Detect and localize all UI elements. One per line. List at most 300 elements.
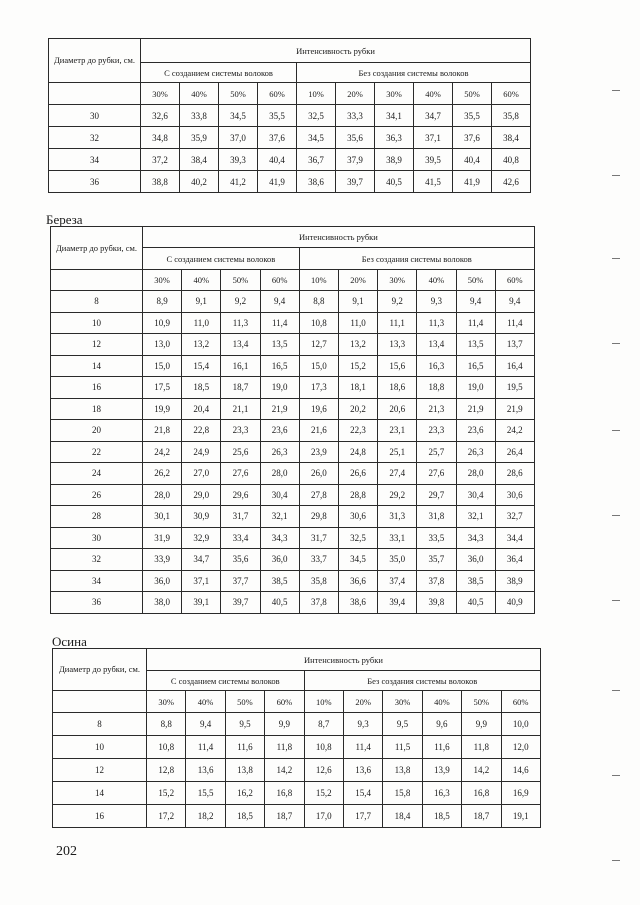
value-cell: 17,7 [343,805,382,828]
value-cell: 34,8 [141,127,180,149]
value-cell: 19,0 [456,377,495,399]
value-cell: 38,0 [143,592,182,614]
table-row [53,736,541,759]
value-cell: 12,6 [304,759,343,782]
value-cell: 16,2 [225,782,264,805]
table-row [51,334,535,356]
value-cell: 21,3 [417,398,456,420]
value-cell: 30,6 [338,506,377,528]
value-cell: 21,8 [143,420,182,442]
percent-header: 10% [304,691,343,713]
table-row [51,570,535,592]
value-cell: 17,0 [304,805,343,828]
diameter-cell: 18 [51,398,143,420]
value-cell: 16,5 [456,355,495,377]
table-row [51,355,535,377]
value-cell: 8,9 [143,291,182,313]
edge-mark [612,775,620,776]
value-cell: 11,8 [265,736,304,759]
table-row [53,782,541,805]
value-cell: 27,0 [182,463,221,485]
value-cell: 9,2 [378,291,417,313]
table-row [51,441,535,463]
value-cell: 41,9 [453,171,492,193]
percent-header: 30% [143,270,182,291]
value-cell: 11,8 [462,736,501,759]
value-cell: 29,6 [221,484,260,506]
value-cell: 11,4 [260,312,299,334]
percent-header: 30% [378,270,417,291]
percent-header: 20% [343,691,382,713]
percent-header: 40% [180,83,219,105]
value-cell: 32,6 [141,105,180,127]
value-cell: 40,5 [260,592,299,614]
value-cell: 9,5 [383,713,422,736]
value-cell: 30,6 [495,484,534,506]
percent-header: 50% [219,83,258,105]
value-cell: 9,4 [456,291,495,313]
percent-header: 50% [225,691,264,713]
value-cell: 16,5 [260,355,299,377]
value-cell: 26,4 [495,441,534,463]
value-cell: 35,7 [417,549,456,571]
value-cell: 11,4 [186,736,225,759]
diameter-cell: 10 [51,312,143,334]
value-cell: 28,0 [260,463,299,485]
value-cell: 12,0 [501,736,540,759]
value-cell: 35,5 [453,105,492,127]
value-cell: 34,1 [375,105,414,127]
value-cell: 34,7 [414,105,453,127]
value-cell: 9,4 [495,291,534,313]
diameter-cell: 14 [53,782,147,805]
value-cell: 40,5 [456,592,495,614]
percent-header: 40% [417,270,456,291]
value-cell: 11,6 [225,736,264,759]
diameter-cell: 30 [49,105,141,127]
value-cell: 41,9 [258,171,297,193]
value-cell: 26,2 [143,463,182,485]
value-cell: 9,9 [265,713,304,736]
value-cell: 29,7 [417,484,456,506]
value-cell: 16,4 [495,355,534,377]
value-cell: 23,6 [456,420,495,442]
value-cell: 36,6 [338,570,377,592]
value-cell: 13,7 [495,334,534,356]
value-cell: 38,6 [297,171,336,193]
value-cell: 18,7 [221,377,260,399]
value-cell: 9,4 [186,713,225,736]
diameter-cell: 10 [53,736,147,759]
value-cell: 15,4 [182,355,221,377]
value-cell: 21,6 [299,420,338,442]
value-cell: 18,4 [383,805,422,828]
value-cell: 25,1 [378,441,417,463]
value-cell: 28,0 [143,484,182,506]
value-cell: 9,3 [343,713,382,736]
value-cell: 37,8 [417,570,456,592]
value-cell: 13,8 [383,759,422,782]
table-row [51,398,535,420]
value-cell: 38,9 [375,149,414,171]
page-number: 202 [56,844,77,859]
diameter-cell: 8 [53,713,147,736]
table-row [51,484,535,506]
percent-header: 50% [221,270,260,291]
value-cell: 39,1 [182,592,221,614]
percent-header: 10% [297,83,336,105]
percent-header: 20% [336,83,375,105]
value-cell: 11,0 [182,312,221,334]
percent-header: 60% [501,691,540,713]
value-cell: 37,4 [378,570,417,592]
value-cell: 36,4 [495,549,534,571]
table-row [51,291,535,313]
value-cell: 19,9 [143,398,182,420]
value-cell: 23,6 [260,420,299,442]
value-cell: 24,9 [182,441,221,463]
value-cell: 23,9 [299,441,338,463]
percent-header: 20% [338,270,377,291]
value-cell: 15,2 [338,355,377,377]
value-cell: 15,4 [343,782,382,805]
table-row [53,805,541,828]
value-cell: 34,3 [456,527,495,549]
value-cell: 28,8 [338,484,377,506]
value-cell: 35,8 [492,105,531,127]
diameter-cell: 20 [51,420,143,442]
percent-header: 50% [453,83,492,105]
percent-header: 60% [492,83,531,105]
value-cell: 26,3 [260,441,299,463]
value-cell: 11,4 [495,312,534,334]
value-cell: 20,2 [338,398,377,420]
value-cell: 33,7 [299,549,338,571]
value-cell: 31,7 [221,506,260,528]
value-cell: 37,1 [414,127,453,149]
percent-header: 40% [182,270,221,291]
value-cell: 8,8 [147,713,186,736]
value-cell: 40,9 [495,592,534,614]
value-cell: 13,2 [182,334,221,356]
value-cell: 13,0 [143,334,182,356]
table-row [51,463,535,485]
percent-header: 60% [495,270,534,291]
value-cell: 37,8 [299,592,338,614]
diameter-cell: 34 [51,570,143,592]
value-cell: 15,2 [304,782,343,805]
value-cell: 13,4 [221,334,260,356]
table-continued [48,38,531,193]
table-row [53,759,541,782]
diameter-cell: 12 [53,759,147,782]
percent-header: 30% [375,83,414,105]
value-cell: 12,7 [299,334,338,356]
value-cell: 16,8 [462,782,501,805]
value-cell: 35,6 [221,549,260,571]
value-cell: 11,0 [338,312,377,334]
value-cell: 39,8 [417,592,456,614]
with-system-header: С созданием системы волоков [143,248,300,270]
value-cell: 18,1 [338,377,377,399]
value-cell: 37,1 [182,570,221,592]
section-title-bereza: Береза [46,212,83,227]
value-cell: 36,0 [143,570,182,592]
table-row [49,149,531,171]
value-cell: 34,4 [495,527,534,549]
edge-mark [612,175,620,176]
value-cell: 33,3 [336,105,375,127]
value-cell: 11,1 [378,312,417,334]
table-row [51,506,535,528]
value-cell: 26,3 [456,441,495,463]
value-cell: 29,2 [378,484,417,506]
value-cell: 30,4 [260,484,299,506]
percent-row [51,270,535,291]
percent-header: 40% [422,691,461,713]
value-cell: 34,5 [338,549,377,571]
value-cell: 18,7 [265,805,304,828]
value-cell: 26,0 [299,463,338,485]
value-cell: 27,4 [378,463,417,485]
value-cell: 28,6 [495,463,534,485]
value-cell: 9,1 [182,291,221,313]
value-cell: 13,6 [343,759,382,782]
value-cell: 10,8 [299,312,338,334]
diameter-cell: 32 [51,549,143,571]
value-cell: 13,6 [186,759,225,782]
without-system-header: Без создания системы волоков [304,671,540,691]
value-cell: 32,5 [297,105,336,127]
value-cell: 13,5 [456,334,495,356]
value-cell: 11,3 [417,312,456,334]
value-cell: 16,9 [501,782,540,805]
diameter-cell: 24 [51,463,143,485]
edge-mark [612,258,620,259]
table-row [51,420,535,442]
value-cell: 32,1 [260,506,299,528]
value-cell: 37,9 [336,149,375,171]
diameter-cell: 8 [51,291,143,313]
value-cell: 31,7 [299,527,338,549]
value-cell: 38,4 [180,149,219,171]
value-cell: 28,0 [456,463,495,485]
value-cell: 35,6 [336,127,375,149]
value-cell: 11,4 [456,312,495,334]
value-cell: 40,5 [375,171,414,193]
intensity-header: Интенсивность рубки [147,649,541,671]
value-cell: 34,5 [219,105,258,127]
value-cell: 9,2 [221,291,260,313]
value-cell: 37,0 [219,127,258,149]
blank-cell [49,83,141,105]
value-cell: 41,5 [414,171,453,193]
edge-mark [612,343,620,344]
value-cell: 22,8 [182,420,221,442]
percent-row [53,691,541,713]
value-cell: 19,6 [299,398,338,420]
value-cell: 38,5 [456,570,495,592]
value-cell: 30,4 [456,484,495,506]
table-row [51,549,535,571]
percent-row [49,83,531,105]
value-cell: 32,9 [182,527,221,549]
value-cell: 20,6 [378,398,417,420]
value-cell: 39,7 [221,592,260,614]
edge-mark [612,515,620,516]
value-cell: 10,8 [147,736,186,759]
value-cell: 34,3 [260,527,299,549]
value-cell: 33,1 [378,527,417,549]
with-system-header: С созданием системы волоков [141,63,297,83]
value-cell: 38,4 [492,127,531,149]
value-cell: 18,5 [422,805,461,828]
value-cell: 9,3 [417,291,456,313]
value-cell: 17,2 [147,805,186,828]
value-cell: 21,9 [260,398,299,420]
value-cell: 16,3 [417,355,456,377]
value-cell: 15,0 [143,355,182,377]
value-cell: 25,6 [221,441,260,463]
table-row [51,312,535,334]
value-cell: 15,0 [299,355,338,377]
value-cell: 13,5 [260,334,299,356]
value-cell: 13,3 [378,334,417,356]
value-cell: 21,9 [495,398,534,420]
value-cell: 17,3 [299,377,338,399]
value-cell: 35,0 [378,549,417,571]
value-cell: 25,7 [417,441,456,463]
value-cell: 37,7 [221,570,260,592]
value-cell: 9,5 [225,713,264,736]
value-cell: 8,8 [299,291,338,313]
value-cell: 36,7 [297,149,336,171]
value-cell: 39,4 [378,592,417,614]
value-cell: 20,4 [182,398,221,420]
percent-header: 30% [383,691,422,713]
value-cell: 37,2 [141,149,180,171]
value-cell: 31,8 [417,506,456,528]
diameter-header: Диаметр до рубки, см. [51,227,143,270]
percent-header: 40% [186,691,225,713]
value-cell: 33,4 [221,527,260,549]
value-cell: 32,7 [495,506,534,528]
edge-mark [612,860,620,861]
percent-header: 40% [414,83,453,105]
percent-header: 30% [147,691,186,713]
value-cell: 32,5 [338,527,377,549]
value-cell: 34,5 [297,127,336,149]
value-cell: 10,8 [304,736,343,759]
value-cell: 35,8 [299,570,338,592]
value-cell: 15,2 [147,782,186,805]
value-cell: 27,6 [221,463,260,485]
with-system-header: С созданием системы волоков [147,671,305,691]
value-cell: 33,9 [143,549,182,571]
header-row [49,39,531,63]
value-cell: 29,0 [182,484,221,506]
value-cell: 38,9 [495,570,534,592]
value-cell: 15,5 [186,782,225,805]
value-cell: 23,1 [378,420,417,442]
value-cell: 24,8 [338,441,377,463]
diameter-header: Диаметр до рубки, см. [53,649,147,691]
value-cell: 16,8 [265,782,304,805]
percent-header: 60% [258,83,297,105]
without-system-header: Без создания системы волоков [299,248,534,270]
value-cell: 36,0 [260,549,299,571]
diameter-cell: 36 [51,592,143,614]
value-cell: 40,4 [258,149,297,171]
table-bereza [50,226,535,614]
value-cell: 9,4 [260,291,299,313]
value-cell: 11,4 [343,736,382,759]
value-cell: 39,5 [414,149,453,171]
value-cell: 35,9 [180,127,219,149]
value-cell: 24,2 [495,420,534,442]
without-system-header: Без создания системы волоков [297,63,531,83]
value-cell: 40,4 [453,149,492,171]
table-row [51,527,535,549]
value-cell: 18,8 [417,377,456,399]
value-cell: 31,3 [378,506,417,528]
value-cell: 13,2 [338,334,377,356]
value-cell: 10,9 [143,312,182,334]
percent-header: 60% [265,691,304,713]
diameter-cell: 22 [51,441,143,463]
value-cell: 23,3 [417,420,456,442]
header-row [53,649,541,671]
edge-mark [612,430,620,431]
value-cell: 19,5 [495,377,534,399]
value-cell: 11,5 [383,736,422,759]
value-cell: 16,1 [221,355,260,377]
value-cell: 18,2 [186,805,225,828]
diameter-cell: 32 [49,127,141,149]
diameter-cell: 26 [51,484,143,506]
value-cell: 19,0 [260,377,299,399]
intensity-header: Интенсивность рубки [141,39,531,63]
value-cell: 21,1 [221,398,260,420]
table-row [49,171,531,193]
value-cell: 27,6 [417,463,456,485]
percent-header: 50% [456,270,495,291]
value-cell: 40,2 [180,171,219,193]
value-cell: 13,8 [225,759,264,782]
intensity-header: Интенсивность рубки [143,227,535,248]
table-osina [52,648,541,828]
value-cell: 38,6 [338,592,377,614]
value-cell: 18,5 [225,805,264,828]
blank-cell [51,270,143,291]
percent-header: 30% [141,83,180,105]
value-cell: 14,6 [501,759,540,782]
diameter-cell: 34 [49,149,141,171]
value-cell: 33,5 [417,527,456,549]
diameter-cell: 30 [51,527,143,549]
value-cell: 19,1 [501,805,540,828]
edge-mark [612,690,620,691]
value-cell: 8,7 [304,713,343,736]
blank-cell [53,691,147,713]
value-cell: 9,9 [462,713,501,736]
value-cell: 14,2 [462,759,501,782]
value-cell: 24,2 [143,441,182,463]
value-cell: 37,6 [258,127,297,149]
percent-header: 50% [462,691,501,713]
diameter-cell: 12 [51,334,143,356]
edge-mark [612,600,620,601]
